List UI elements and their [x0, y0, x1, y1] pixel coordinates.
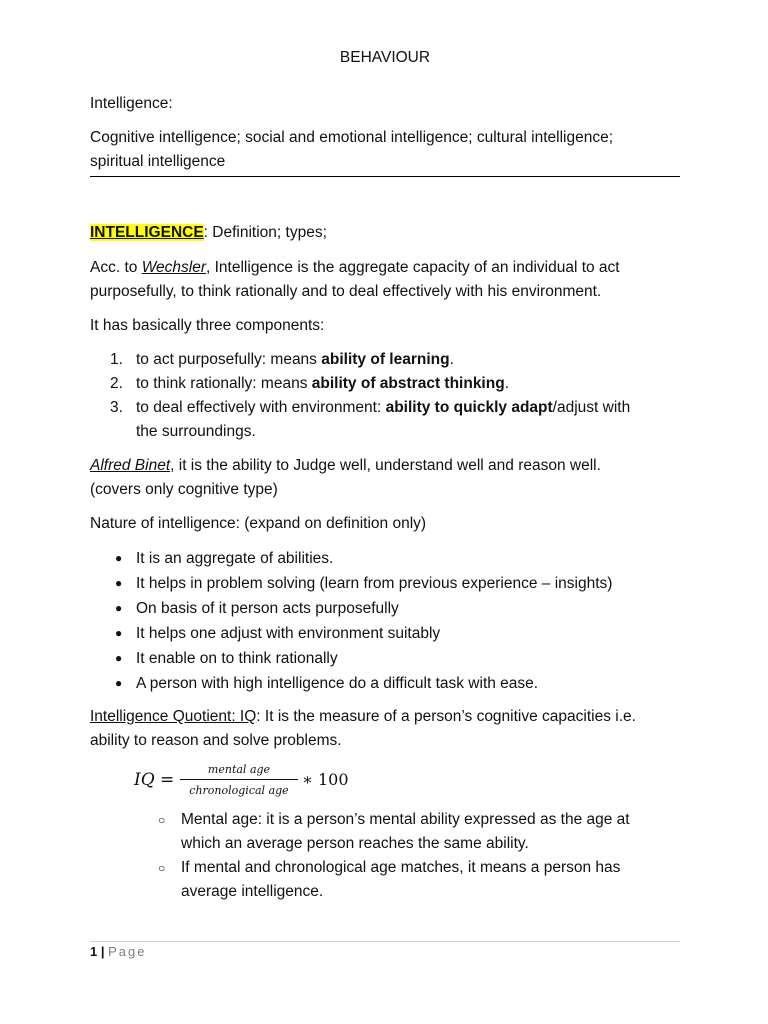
bullet-icon: ●: [115, 676, 123, 690]
footer-separator: |: [97, 944, 109, 959]
item-text-line-2: the surroundings.: [136, 423, 256, 440]
formula-rhs: ∗ 100: [302, 770, 349, 789]
nature-heading: Nature of intelligence: (expand on definition only): [90, 515, 427, 532]
item-text-line-2: average intelligence.: [181, 883, 324, 900]
bullet-icon: ●: [115, 626, 123, 640]
item-text: to think rationally: means: [136, 375, 312, 392]
list-item: [90, 596, 680, 621]
iq-line-2: ability to reason and solve problems.: [90, 732, 342, 749]
bullet-icon: ●: [115, 601, 123, 615]
formula-lhs: IQ =: [134, 770, 175, 790]
page-footer: [90, 940, 146, 964]
formula-denominator: chronological age: [189, 784, 289, 797]
binet-line-1: [90, 454, 601, 478]
wechsler-definition: , Intelligence is the aggregate capacity of an individual to act: [206, 259, 620, 276]
list-item: [90, 372, 680, 396]
wechsler-line-2: purposefully, to think rationally and to deal effectively with his environment.: [90, 283, 602, 300]
list-item: [90, 671, 680, 696]
item-text: It helps in problem solving (learn from previous experience – insights): [136, 575, 613, 592]
list-item: [90, 546, 680, 571]
section-heading-rest: : Definition; types;: [203, 224, 327, 241]
list-item: [90, 646, 680, 671]
list-item: [90, 571, 680, 596]
components-intro: It has basically three components:: [90, 317, 325, 334]
bullet-icon: ●: [115, 551, 123, 565]
list-item: [90, 808, 680, 856]
components-list: [90, 348, 680, 444]
item-bold-text: ability to quickly adapt: [385, 399, 553, 416]
item-text: to deal effectively with environment:: [136, 399, 386, 416]
item-bold-text: ability of abstract thinking: [311, 375, 505, 392]
bullet-icon: ●: [115, 651, 123, 665]
intro-line-1: Cognitive intelligence; social and emotional intelligence; cultural intelligence;: [90, 129, 614, 146]
item-text: Mental age: it is a person’s mental ability expressed as the age at: [181, 811, 630, 828]
section-divider: [90, 176, 680, 177]
item-text-after: .: [504, 375, 509, 392]
item-text: to act purposefully: means: [136, 351, 322, 368]
circle-bullet-icon: ○: [158, 813, 166, 827]
list-item: [90, 856, 680, 904]
formula-fraction: [180, 762, 298, 798]
iq-sub-points: [90, 808, 680, 904]
circle-bullet-icon: ○: [158, 861, 166, 875]
page-label: Page: [108, 944, 147, 959]
list-item: [90, 348, 680, 372]
binet-line-2: (covers only cognitive type): [90, 481, 278, 498]
wechsler-prefix: Acc. to: [90, 259, 142, 276]
nature-list: [90, 546, 680, 696]
bullet-icon: ●: [115, 576, 123, 590]
list-number: 1.: [110, 351, 123, 368]
document-title: BEHAVIOUR: [339, 49, 431, 66]
page-number: 1: [90, 944, 98, 959]
formula-numerator: mental age: [180, 762, 298, 780]
item-text-line-2: which an average person reaches the same ability.: [181, 835, 529, 852]
wechsler-name: Wechsler: [141, 259, 207, 276]
iq-definition: : It is the measure of a person’s cognitive capacities i.e.: [256, 708, 636, 725]
iq-heading: Intelligence Quotient: IQ: [90, 708, 257, 725]
highlighted-keyword: INTELLIGENCE: [90, 224, 204, 241]
iq-line-1: [90, 705, 636, 729]
item-text-after: .: [449, 351, 454, 368]
list-item: [90, 621, 680, 646]
item-text: If mental and chronological age matches, it means a person has: [181, 859, 621, 876]
item-bold-text: ability of learning: [321, 351, 450, 368]
item-text: It enable on to think rationally: [136, 650, 338, 667]
wechsler-line-1: [90, 256, 620, 280]
list-number: 3.: [110, 399, 123, 416]
item-text: On basis of it person acts purposefully: [136, 600, 399, 617]
item-text-after: /adjust with: [552, 399, 631, 416]
list-number: 2.: [110, 375, 123, 392]
list-item: [90, 396, 680, 444]
item-text: It helps one adjust with environment suitably: [136, 625, 441, 642]
item-text: A person with high intelligence do a difficult task with ease.: [136, 675, 539, 692]
intro-heading: Intelligence:: [90, 95, 173, 112]
binet-name: Alfred Binet: [90, 457, 171, 474]
section-heading: [90, 221, 327, 245]
item-text: It is an aggregate of abilities.: [136, 550, 334, 567]
binet-definition: , it is the ability to Judge well, understand well and reason well.: [170, 457, 601, 474]
intro-line-2: spiritual intelligence: [90, 153, 226, 170]
footer-divider: [90, 941, 680, 942]
